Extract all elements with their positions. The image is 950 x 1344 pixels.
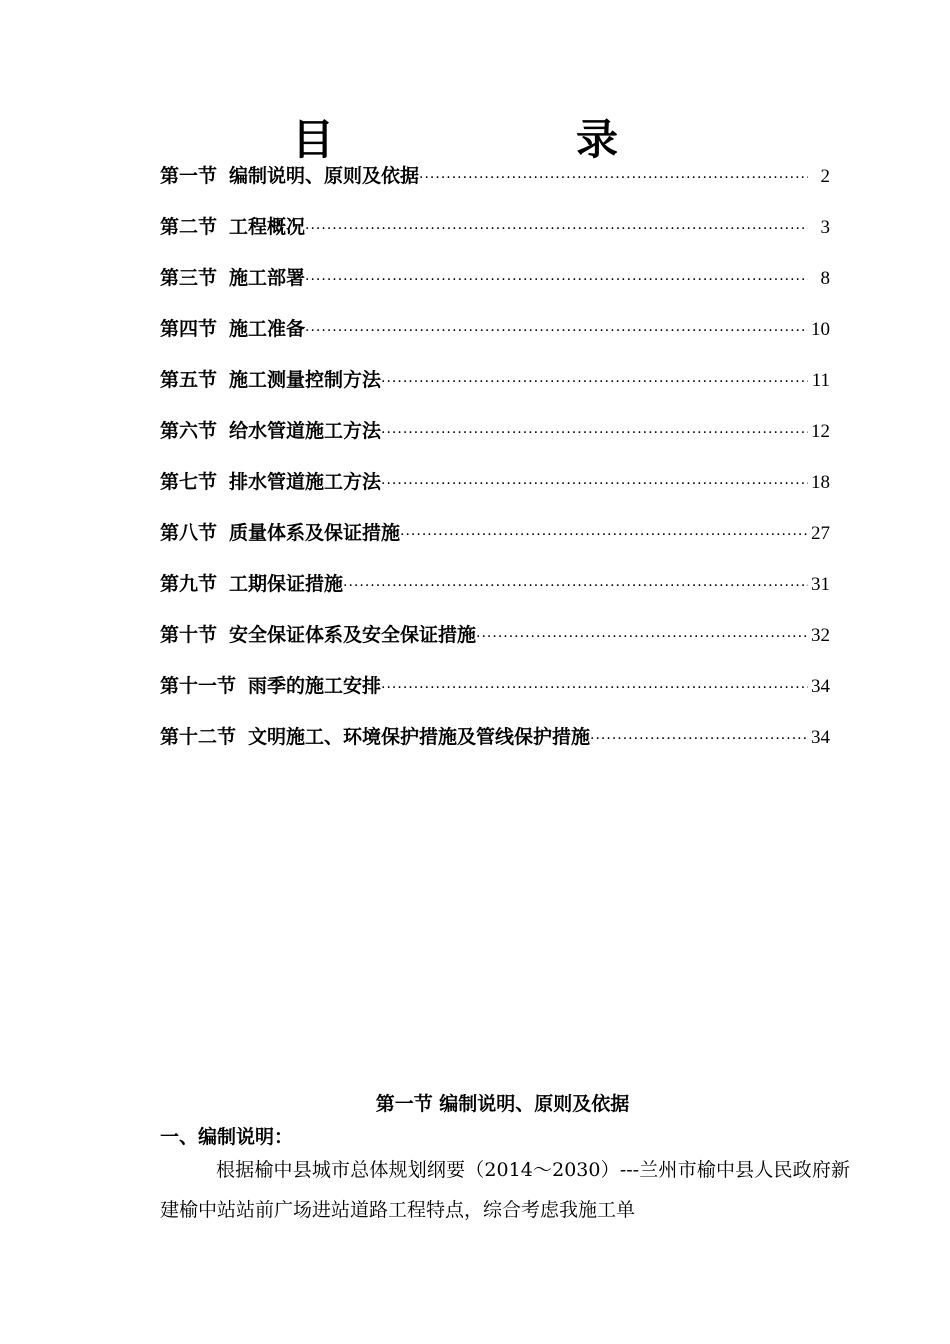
toc-section-number: 第六节 — [160, 420, 218, 442]
toc-section-number: 第五节 — [160, 369, 218, 391]
toc-page-number: 31 — [811, 574, 830, 595]
toc-leader-dots — [400, 515, 808, 555]
body-paragraph: 根据榆中县城市总体规划纲要（2014～2030）---兰州市榆中县人民政府新建榆中站站前广场进站道路工程特点，综合考虑我施工单 — [160, 1159, 850, 1221]
toc-leader-dots — [381, 413, 808, 453]
toc-entry-label — [160, 309, 305, 349]
toc-leader-dots — [381, 362, 808, 402]
toc-entry-label — [160, 207, 305, 247]
toc-entry[interactable] — [160, 513, 830, 564]
toc-entry[interactable] — [160, 207, 830, 258]
toc-entry[interactable] — [160, 360, 830, 411]
toc-entry[interactable] — [160, 156, 830, 207]
toc-title: 目 录 — [291, 115, 718, 164]
toc-section-title: 工期保证措施 — [229, 573, 344, 595]
toc-entry-label — [160, 258, 305, 298]
toc-entry[interactable] — [160, 717, 830, 768]
toc-section-title: 安全保证体系及安全保证措施 — [229, 624, 477, 646]
toc-entry-label — [160, 462, 381, 502]
toc-section-title: 工程概况 — [229, 216, 306, 238]
toc-section-title: 施工测量控制方法 — [229, 369, 382, 391]
toc-section-title: 排水管道施工方法 — [229, 471, 382, 493]
toc-leader-dots — [305, 311, 808, 351]
toc-leader-dots — [590, 719, 808, 759]
toc-section-number: 第八节 — [160, 522, 218, 544]
toc-leader-dots — [305, 209, 808, 249]
toc-entry[interactable] — [160, 462, 830, 513]
toc-entry[interactable] — [160, 411, 830, 462]
toc-section-title: 施工部署 — [229, 267, 306, 289]
toc-entry-label — [160, 156, 419, 196]
toc-page-number: 3 — [820, 217, 830, 238]
toc-section-title: 文明施工、环境保护措施及管线保护措施 — [248, 726, 591, 748]
toc-section-number: 第三节 — [160, 267, 218, 289]
toc-page-number: 18 — [811, 472, 830, 493]
toc-entry-label — [160, 513, 400, 553]
toc-leader-dots — [476, 617, 808, 657]
toc-section-title: 质量体系及保证措施 — [229, 522, 401, 544]
toc-entry-label — [160, 360, 381, 400]
toc-entry-label — [160, 666, 381, 706]
toc-entry-label — [160, 717, 590, 757]
toc-leader-dots — [419, 158, 808, 198]
toc-entry-label — [160, 564, 343, 604]
toc-entry[interactable] — [160, 258, 830, 309]
toc-entry[interactable] — [160, 615, 830, 666]
toc-page-number: 34 — [811, 676, 830, 697]
toc-section-number: 第四节 — [160, 318, 218, 340]
toc-entry-label — [160, 411, 381, 451]
toc-section-title: 施工准备 — [229, 318, 306, 340]
toc-section-number: 第九节 — [160, 573, 218, 595]
toc-section-title: 雨季的施工安排 — [248, 675, 382, 697]
toc-page-number: 2 — [820, 166, 830, 187]
toc-section-number: 第七节 — [160, 471, 218, 493]
toc-page-number: 32 — [811, 625, 830, 646]
toc-leader-dots — [381, 464, 808, 504]
toc-section-number: 第十二节 — [160, 726, 237, 748]
toc-leader-dots — [305, 260, 808, 300]
section-heading: 第一节 编制说明、原则及依据 — [375, 1093, 630, 1115]
toc-section-number: 第一节 — [160, 165, 218, 187]
toc-leader-dots — [381, 668, 808, 708]
toc-page-number: 11 — [811, 370, 830, 391]
toc-entry[interactable] — [160, 666, 830, 717]
toc-page-number: 10 — [811, 319, 830, 340]
toc-section-number: 第二节 — [160, 216, 218, 238]
toc-page-number: 34 — [811, 727, 830, 748]
toc-entry[interactable] — [160, 564, 830, 615]
toc-section-number: 第十节 — [160, 624, 218, 646]
toc-entry-label — [160, 615, 476, 655]
toc-page-number: 12 — [811, 421, 830, 442]
table-of-contents — [160, 156, 830, 768]
toc-entry[interactable] — [160, 309, 830, 360]
toc-section-number: 第十一节 — [160, 675, 237, 697]
toc-leader-dots — [343, 566, 808, 606]
toc-section-title: 编制说明、原则及依据 — [229, 165, 420, 187]
toc-section-title: 给水管道施工方法 — [229, 420, 382, 442]
toc-page-number: 27 — [811, 523, 830, 544]
sub-heading: 一、编制说明： — [160, 1126, 294, 1148]
toc-page-number: 8 — [820, 268, 830, 289]
